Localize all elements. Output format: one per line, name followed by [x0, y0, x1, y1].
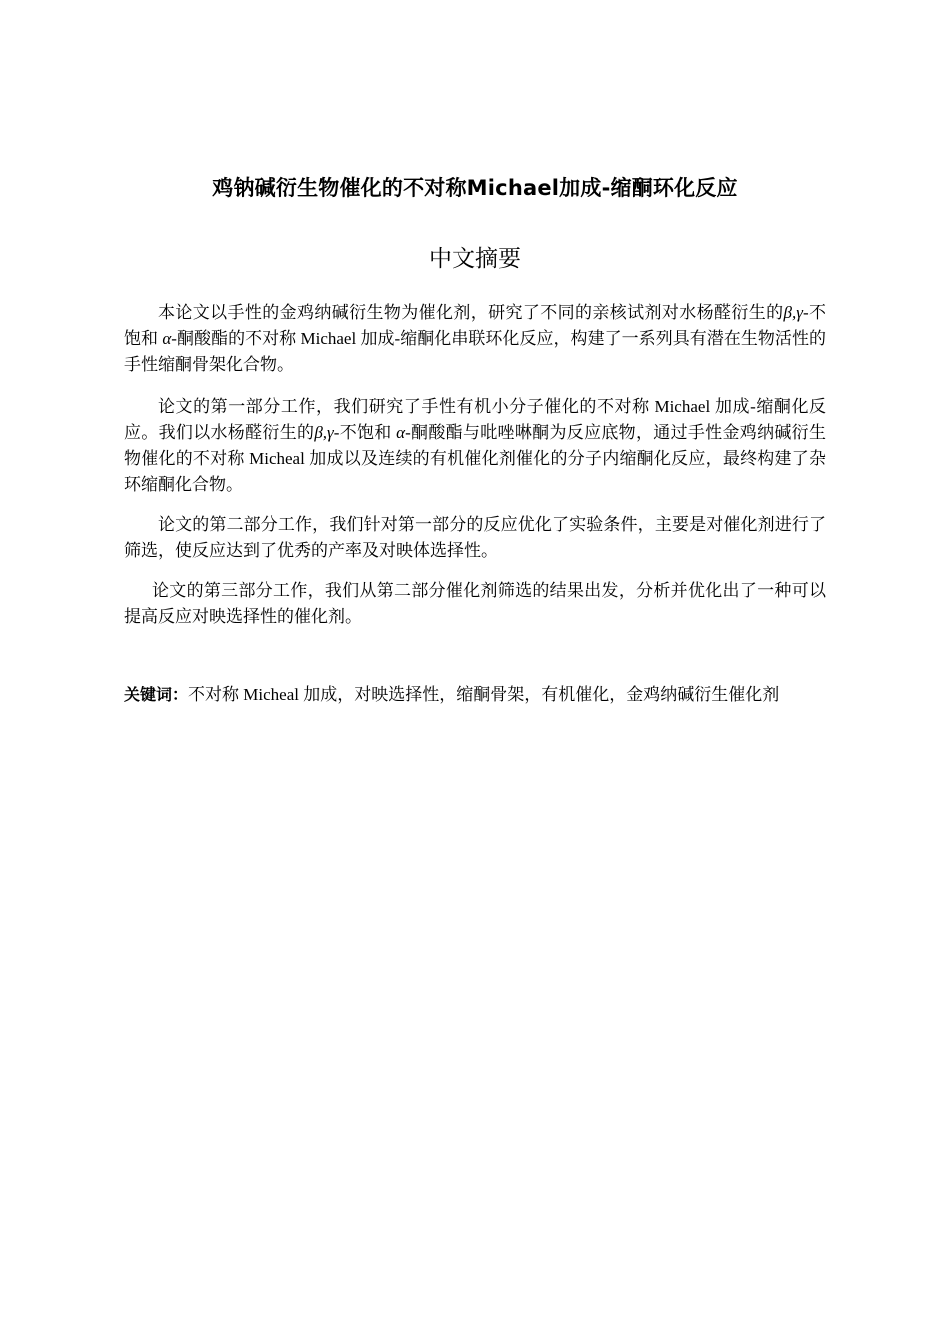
keywords-text: 不对称 Micheal 加成，对映选择性，缩酮骨架，有机催化，金鸡纳碱衍生催化剂: [188, 685, 780, 704]
paper-title: 鸡钠碱衍生物催化的不对称Michael加成-缩酮环化反应: [212, 176, 738, 200]
paragraph-text: -酮酸酯的不对称 Michael 加成-缩酮化串联环化反应，构建了一系列具有潜在生物活性的手性缩酮骨架化合物。: [124, 329, 827, 374]
greek-beta-gamma: β,γ: [783, 303, 803, 322]
paragraph-text: 论文的第一部分工作，我们研究了手性有机小分子催化的不对称 Michael 加成-缩酮化反应。我们以水杨醛衍生的: [124, 397, 826, 442]
greek-alpha: α: [396, 423, 406, 442]
abstract-body: [124, 300, 826, 660]
greek-beta-gamma: β,γ: [314, 423, 334, 442]
abstract-heading: 中文摘要: [429, 246, 521, 272]
abstract-paragraph-3: 论文的第二部分工作，我们针对第一部分的反应优化了实验条件，主要是对催化剂进行了筛选，使反应达到了优秀的产率及对映体选择性。: [124, 515, 826, 560]
abstract-paragraph-2: [124, 394, 826, 498]
abstract-paragraph-1: [124, 300, 826, 378]
paragraph-text: -不饱和: [333, 423, 397, 442]
paragraph-text: -不饱和: [124, 303, 826, 348]
paragraph-text: 本论文以手性的金鸡纳碱衍生物为催化剂，研究了不同的亲核试剂对水杨醛衍生的: [158, 303, 784, 322]
keywords: [124, 682, 826, 708]
paragraph-text: -酮酸酯与吡唑啉酮为反应底物，通过手性金鸡纳碱衍生物催化的不对称 Micheal 加成以及连续的有机催化剂催化的分子内缩酮化反应，最终构建了杂环缩酮化合物。: [124, 423, 826, 494]
keywords-label: 关键词：: [124, 685, 189, 704]
greek-alpha: α: [162, 329, 172, 348]
abstract-paragraph-4: 论文的第三部分工作，我们从第二部分催化剂筛选的结果出发，分析并优化出了一种可以提高反应对映选择性的催化剂。: [124, 581, 826, 626]
